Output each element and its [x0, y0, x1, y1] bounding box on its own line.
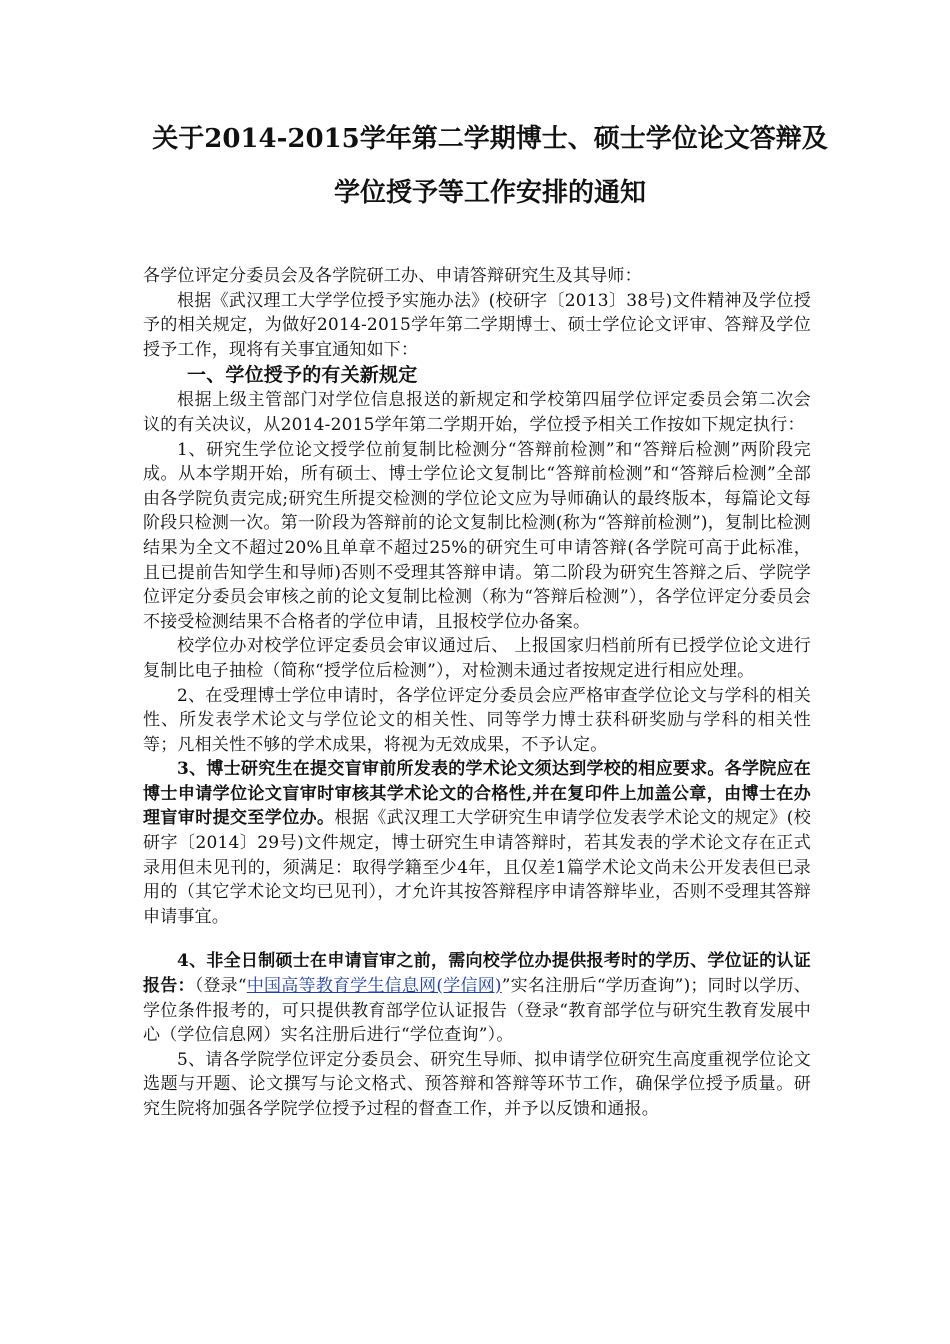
- item-2-paragraph: 2、在受理博士学位申请时，各学位评定分委员会应严格审查学位论文与学科的相关性、所发表学术论文与学位论文的相关性、同等学力博士获科研奖励与学科的相关性等；凡相关性不够的学术成果，将视为无效成果，不予认定。: [143, 685, 811, 755]
- item-1-paragraph: 1、研究生学位论文授学位前复制比检测分“答辩前检测”和“答辩后检测”两阶段完成。从本学期开始，所有硕士、博士学位论文复制比“答辩前检测”和“答辩后检测”全部由各学院负责完成;研究生所提交检测的学位论文应为导师确认的最终版本，每篇论文每阶段只检测一次。第一阶段为答辩前的论文复制比检测(称为“答辩前检测”)，复制比检测结果为全文不超过20%且单章不超过25%的研究生可申请答辩(各学院可高于此标准，且已提前告知学生和导师)否则不受理其答辩申请。第二阶段为研究生答辩之后、学院学位评定分委员会审核之前的论文复制比检测（称为“答辩后检测”），各学位评定分委员会不接受检测结果不合格者的学位申请，且报校学位办备案。: [143, 439, 811, 632]
- item-4-text-pre: （登录“: [194, 976, 247, 997]
- item-4-paragraph: [143, 949, 811, 1047]
- document-body: [143, 264, 811, 1122]
- item-4-bold-text: 4、非全日制硕士在申请盲审之前，需向校学位办提供报考时的学历、学位证的认证报告：: [143, 951, 811, 997]
- document-title: [120, 112, 860, 220]
- item-1-followup-paragraph: 校学位办对校学位评定委员会审议通过后、 上报国家归档前所有已授学位论文进行复制比电子抽检（简称“授学位后检测”），对检测未通过者按规定进行相应处理。: [143, 636, 811, 681]
- item-5-paragraph: 5、请各学院学位评定分委员会、研究生导师、拟申请学位研究生高度重视学位论文选题与开题、论文撰写与论文格式、预答辩和答辩等环节工作，确保学位授予质量。研究生院将加强各学院学位授予过程的督查工作，并予以反馈和通报。: [143, 1049, 811, 1119]
- spacer: [143, 929, 811, 949]
- title-line-1: 关于2014-2015学年第二学期博士、硕士学位论文答辩及: [152, 124, 828, 154]
- title-line-2: 学位授予等工作安排的通知: [333, 178, 646, 208]
- item-4-text-post: ”实名注册后“学历查询”)；同时以学历、学位条件报考的，可只提供教育部学位认证报告（登录“教育部学位与研究生教育发展中心（学位信息网）实名注册后进行“学位查询”）。: [143, 976, 811, 1046]
- item-3-text: 根据《武汉理工大学研究生申请学位发表学术论文的规定》(校研字〔2014〕29号)文件规定，博士研究生申请答辩时，若其发表的学术论文存在正式录用但未见刊的，须满足：取得学籍至少4年，且仅差1篇学术论文尚未公开发表但已录用的（其它学术论文均已见刊），才允许其按答辩程序申请答辩毕业，否则不受理其答辩申请事宜。: [143, 808, 811, 927]
- salutation: 各学位评定分委员会及各学院研工办、申请答辩研究生及其导师：: [143, 266, 642, 286]
- section1-intro-paragraph: 根据上级主管部门对学位信息报送的新规定和学校第四届学位评定委员会第二次会议的有关决议，从2014-2015学年第二学期开始，学位授予相关工作按如下规定执行：: [143, 390, 811, 435]
- section-heading-1: 一、学位授予的有关新规定: [187, 364, 418, 387]
- item-3-paragraph: [143, 757, 811, 929]
- intro-paragraph: 根据《武汉理工大学学位授予实施办法》(校研字〔2013〕38号)文件精神及学位授予的相关规定，为做好2014-2015学年第二学期博士、硕士学位论文评审、答辩及学位授予工作，现将有关事宜通知如下：: [143, 290, 811, 360]
- chsi-link[interactable]: 中国高等教育学生信息网(学信网): [246, 976, 502, 997]
- item-3-bold-text: 3、博士研究生在提交盲审前所发表的学术论文须达到学校的相应要求。各学院应在博士申请学位论文盲审时审核其学术论文的合格性,并在复印件上加盖公章，由博士在办理盲审时提交至学位办。: [143, 759, 811, 829]
